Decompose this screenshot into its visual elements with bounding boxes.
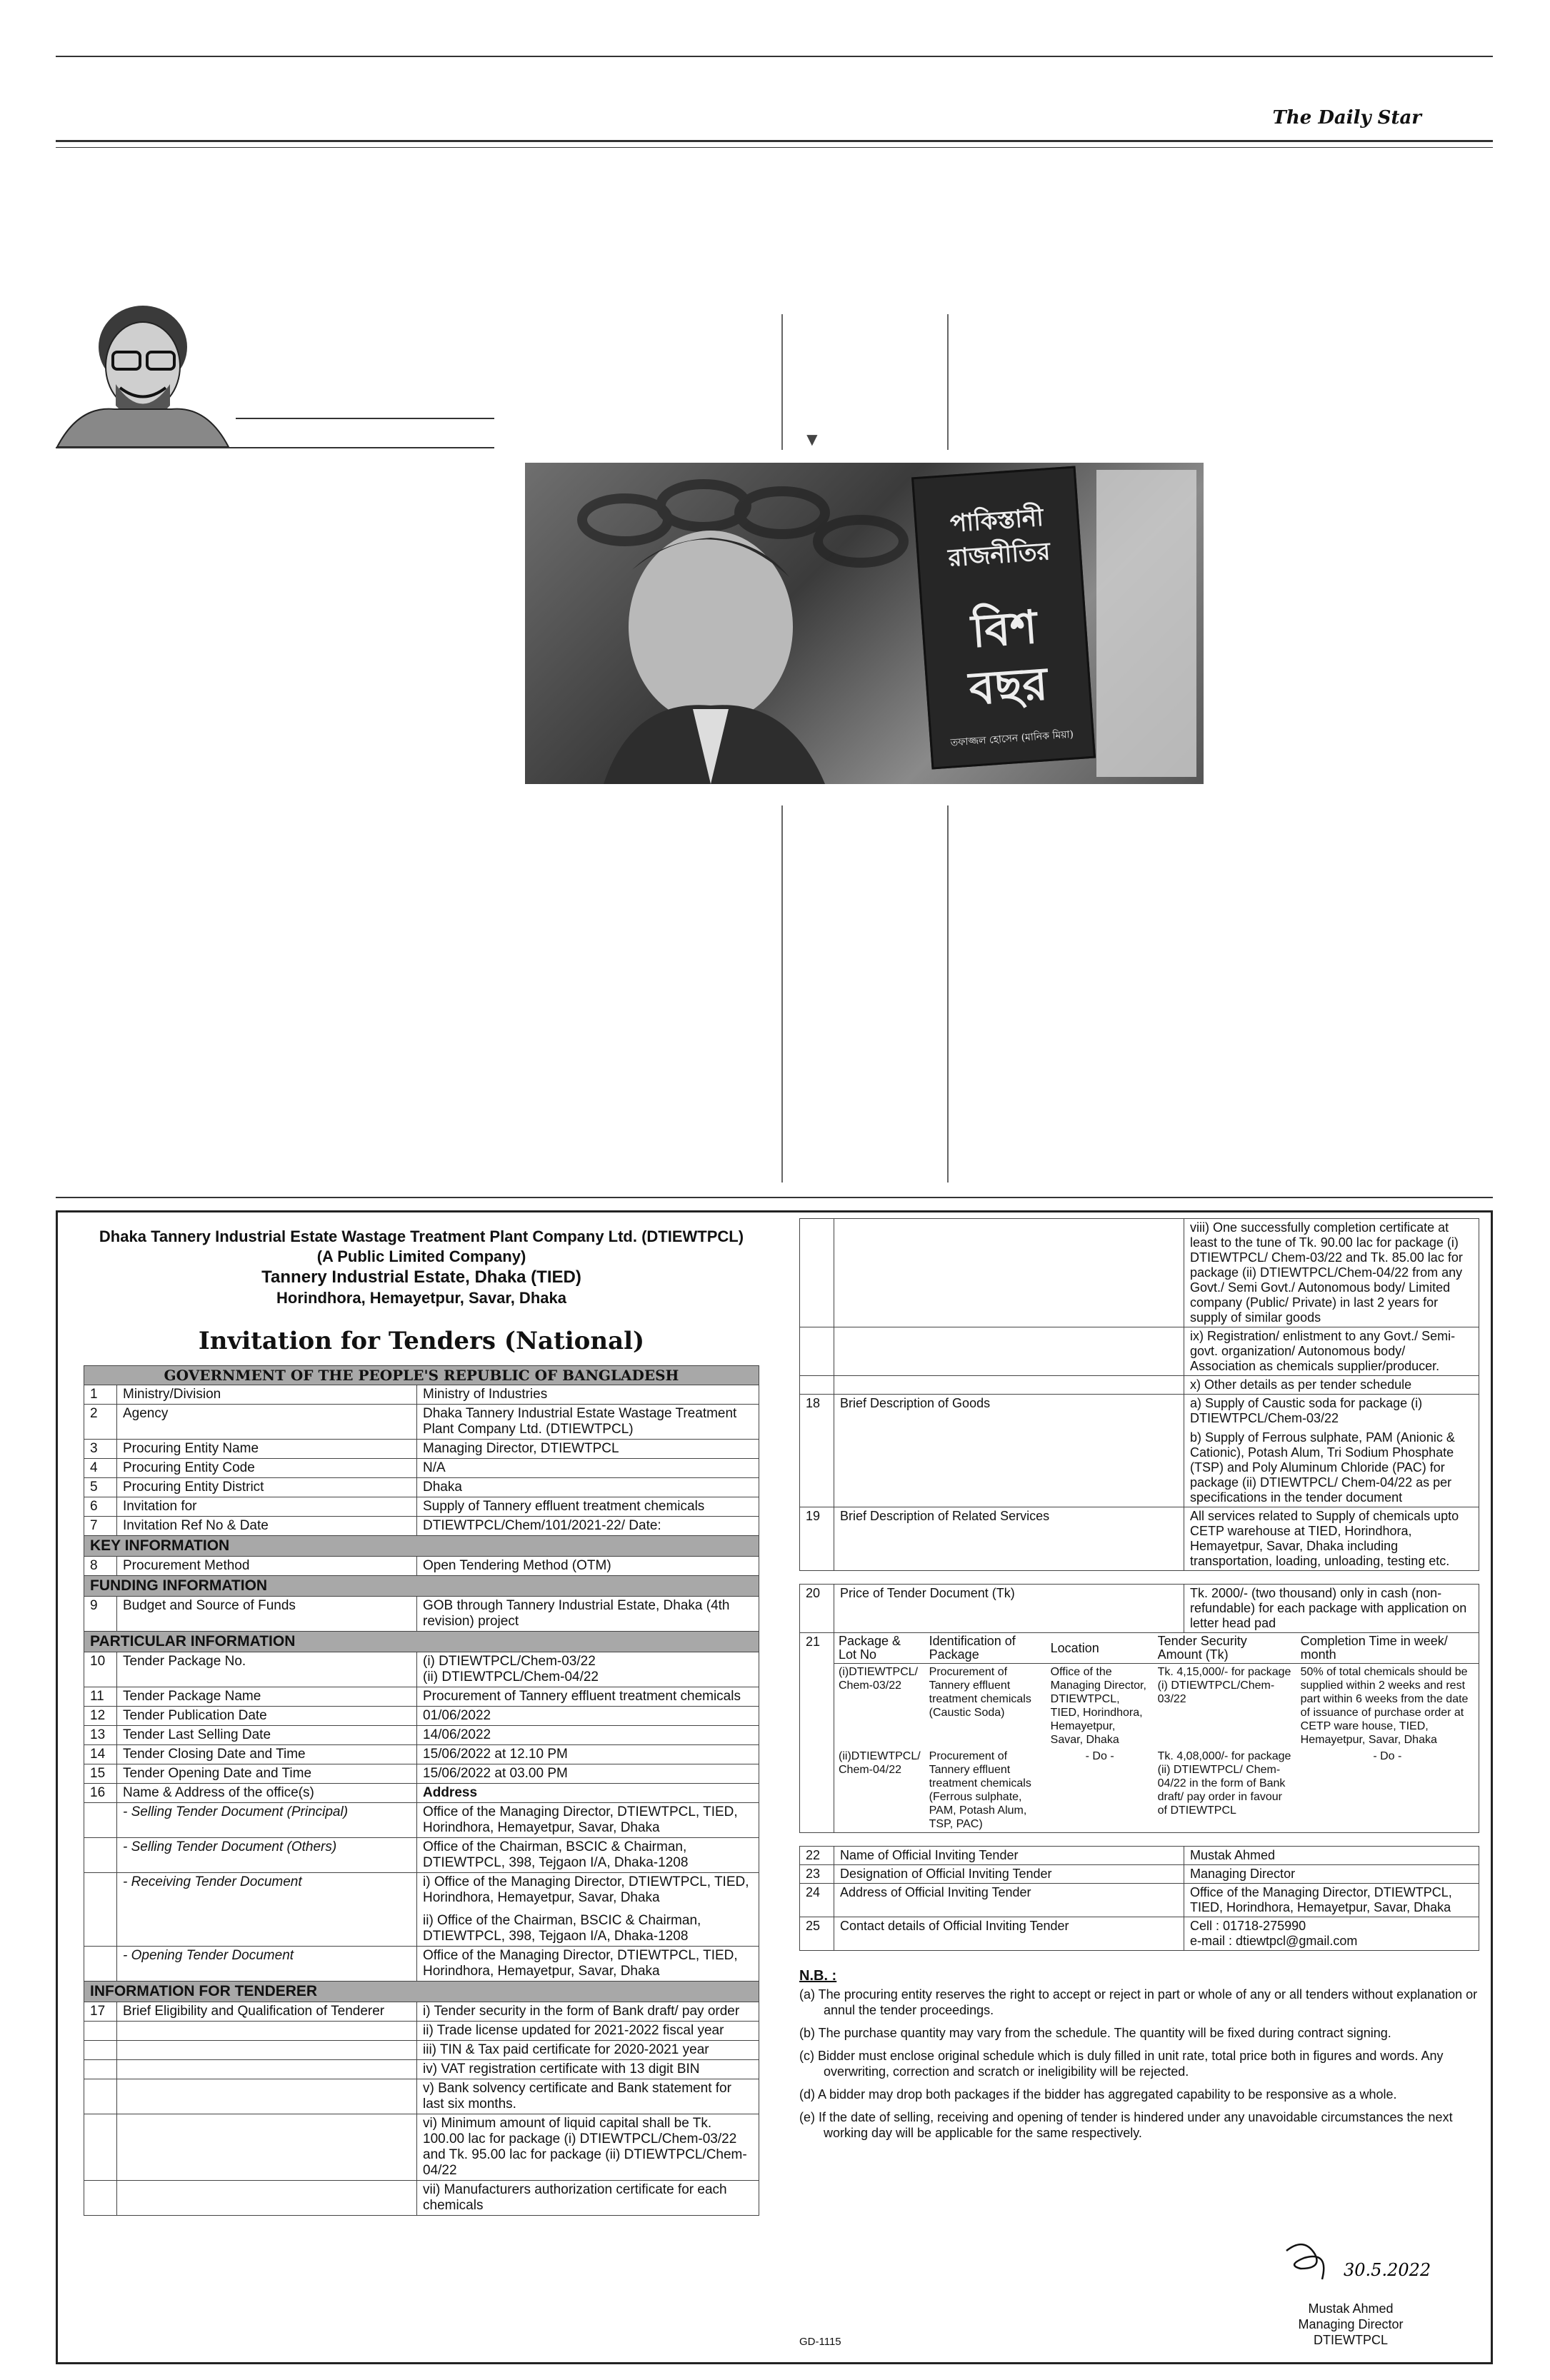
columnist-rule-2 (56, 447, 494, 448)
section-heading: INFORMATION FOR TENDERER (84, 1982, 759, 2002)
signatory-org: DTIEWTPCL (1313, 2333, 1388, 2347)
section-heading: FUNDING INFORMATION (84, 1576, 759, 1597)
tender-table-continued (799, 1584, 1479, 1833)
column-divider (947, 805, 949, 1183)
down-arrow-icon: ▼ (803, 428, 821, 450)
tender-title: Invitation for Tenders (National) (198, 1327, 645, 1355)
table-row: 2 Agency Dhaka Tannery Industrial Estate Wastage Treatment Plant Company Ltd. (DTIEWTPCL) (84, 1405, 759, 1440)
estate-name: Tannery Industrial Estate, Dhaka (TIED) (261, 1267, 581, 1287)
tender-table-continued (799, 1846, 1479, 1951)
table-row: (i)DTIEWTPCL/ Chem-03/22 Procurement of Tannery effluent treatment chemicals (Caustic Soda) Office of the Managing Director, DTIEWTPCL, TIED, Horindhora, Hemayetpur, Savar, Dhaka Tk. 4,15,000/- for package (i) DTIEWTPCL/Chem-03/22 50% of total chemicals should be supplied within 2 weeks and rest part within 6 weeks from the date of issuance of purchase order at CETP ware house, TIED, Hemayetpur, Savar, Dhaka (839, 1666, 1469, 1746)
package-table: Package & Lot No Identification of Package Location Tender Security Amount (Tk) Completion Time in week/ month (i)DTIEWTPCL/ Chem-03/22 Procurement of Tannery effluent treatment chemicals (Caustic Soda) Office of the Managing Director, DTIEWTPCL, TIED, Horindhora, Hemayetpur, Savar, Dhaka Tk. 4,15,000/- for package (i) DTIEWTPCL/Chem-03/22 50% of total chemicals should be supplied within 2 weeks and rest part within 6 weeks from the date of issuance of purchase order at CETP ware house, TIED, Hemayetpur, Savar, Dhaka (ii)DTIEWTPCL/ Chem-04/22 Procurement of Tannery effluent treatment chemicals (Ferrous sulphate, PAM, Potash Alum, TSP, PAC) - Do - Tk. 4,08,000/- for package (ii) DTIEWTPCL/ Chem-04/22 in the form of Bank draft/ pay order in favour of DTIEWTPCL - Do - (834, 1633, 1479, 1832)
columnist-rule (236, 418, 494, 419)
book-cover (911, 466, 1096, 769)
signatory-title: Managing Director (1298, 2317, 1404, 2331)
table-row: 8 Procurement Method Open Tendering Method (OTM) (84, 1557, 759, 1576)
notes-section (799, 1968, 1479, 2141)
section-rule (56, 1197, 1493, 1198)
note-item: (d) A bidder may drop both packages if the bidder has aggregated capability to be responsive as a whole. (799, 2087, 1397, 2102)
table-row: - Receiving Tender Document i) Office of the Managing Director, DTIEWTPCL, TIED, Horindhora, Hemayetpur, Savar, Dhaka ii) Office of the Chairman, BSCIC & Chairman, DTIEWTPCL, 398, Tejgaon I/A, Dhaka-1208 (84, 1873, 759, 1947)
company-name: Dhaka Tannery Industrial Estate Wastage Treatment Plant Company Ltd. (DTIEWTPCL) (99, 1227, 744, 1245)
table-row: 24 Address of Official Inviting Tender Office of the Managing Director, DTIEWTPCL, TIED, Horindhora, Hemayetpur, Savar, Dhaka (800, 1884, 1479, 1917)
table-row: 5 Procuring Entity District Dhaka (84, 1478, 759, 1497)
book-title-line: বছর (967, 657, 1050, 716)
column-divider (947, 314, 949, 450)
table-row: 1 Ministry/Division Ministry of Industries (84, 1385, 759, 1405)
table-row: 4 Procuring Entity Code N/A (84, 1459, 759, 1478)
tender-right-column (794, 1212, 1494, 2362)
tender-table-continued (799, 1218, 1479, 1571)
table-row: 13 Tender Last Selling Date 14/06/2022 (84, 1726, 759, 1745)
company-type: (A Public Limited Company) (316, 1247, 526, 1265)
note-item: (c) Bidder must enclose original schedule which is duly filled in unit rate, total price both in figures and words. Any overwriting, correction and scratch or ineligibility will be rejected. (799, 2049, 1444, 2079)
book-title-line: পাকিস্তানী (949, 503, 1045, 538)
book-title-line: বিশ (969, 600, 1039, 659)
signatory-name: Mustak Ahmed (1308, 2301, 1394, 2316)
table-row: 18 Brief Description of Goods a) Supply of Caustic soda for package (i) DTIEWTPCL/Chem-03/22 b) Supply of Ferrous sulphate, PAM (Anionic & Cationic), Potash Alum, Tri Sodium Phosphate (TSP) and Poly Aluminum Chloride (PAC) for package (ii) DTIEWTPCL/ Chem-04/22 as per specifications in the tender document (800, 1395, 1479, 1507)
note-item: (e) If the date of selling, receiving and opening of tender is hindered under any unavoidable circumstances the next working day will be applicable for the same respectively. (799, 2110, 1453, 2140)
table-row: 25 Contact details of Official Inviting Tender Cell : 01718-275990 e-mail : dtiewtpcl@gmail.com (800, 1917, 1479, 1951)
table-row: 22 Name of Official Inviting Tender Mustak Ahmed (800, 1847, 1479, 1865)
table-row: - Selling Tender Document (Others) Office of the Chairman, BSCIC & Chairman, DTIEWTPCL, 398, Tejgaon I/A, Dhaka-1208 (84, 1838, 759, 1873)
column-divider (781, 805, 783, 1183)
table-row: viii) One successfully completion certificate at least to the tune of Tk. 90.00 lac for package (i) DTIEWTPCL/ Chem-03/22 and Tk. 85.00 lac for package (ii) DTIEWTPCL/Chem-04/22 from any Govt./ Semi Govt./ Autonomous body/ Limited company (Public/ Private) in last 2 years for supply of similar goods (800, 1219, 1479, 1327)
book-author: তফাজ্জল হোসেন (মানিক মিয়া) (950, 728, 1074, 749)
signature-block (1236, 2236, 1465, 2348)
book-title-line: রাজনীতির (947, 537, 1051, 573)
notes-title: N.B. : (799, 1968, 837, 1984)
note-item: (a) The procuring entity reserves the right to accept or reject in part or whole of any or all tenders without explanation or annul the tender proceedings. (799, 1987, 1478, 2017)
table-row: ii) Trade license updated for 2021-2022 fiscal year (84, 2022, 759, 2041)
estate-address: Horindhora, Hemayetpur, Savar, Dhaka (276, 1289, 566, 1307)
section-heading: KEY INFORMATION (84, 1536, 759, 1557)
table-row: 17 Brief Eligibility and Qualification of Tenderer i) Tender security in the form of Bank draft/ pay order (84, 2002, 759, 2022)
gd-number: GD-1115 (799, 2336, 841, 2348)
table-row: 12 Tender Publication Date 01/06/2022 (84, 1707, 759, 1726)
note-item: (b) The purchase quantity may vary from the schedule. The quantity will be fixed during contract signing. (799, 2026, 1391, 2040)
table-row: 7 Invitation Ref No & Date DTIEWTPCL/Chem/101/2021-22/ Date: (84, 1517, 759, 1536)
table-row: 14 Tender Closing Date and Time 15/06/2022 at 12.10 PM (84, 1745, 759, 1764)
tender-notice (56, 1210, 1493, 2364)
table-row: 21 Package & Lot No Identification of Package Location Tender Security Amount (Tk) Completion Time in week/ month (i)DTIEWTPCL/ Chem-03/22 Procurement of Tannery effluent treatment chemicals (Caustic Soda) Office of the Managing Director, DTIEWTPCL, TIED, Horindhora, Hemayetpur, Savar, Dhaka Tk. 4,15,000/- for package (i) DTIEWTPCL/Chem-03/22 50% of total chemicals should be supplied within 2 weeks and rest part within 6 weeks from the date of issuance of purchase order at CETP ware house, TIED, Hemayetpur, Savar, Dhaka (ii)DTIEWTPCL/ Chem-04/22 Procurement of Tannery effluent treatment chemicals (Ferrous sulphate, PAM, Potash Alum, TSP, PAC) - Do - Tk. 4,08,000/- for package (ii) DTIEWTPCL/ Chem-04/22 in the form of Bank draft/ pay order in favour of DTIEWTPCL - Do - (800, 1633, 1479, 1833)
tender-left-column (58, 1212, 772, 2362)
table-row: 19 Brief Description of Related Services All services related to Supply of chemicals upto CETP warehouse at TIED, Horindhora, Hemayetpur, Savar, Dhaka including transportation, loading, unloading, testing etc. (800, 1507, 1479, 1571)
signature-scrawl (1236, 2236, 1465, 2301)
table-row: 16 Name & Address of the office(s) Address (84, 1784, 759, 1803)
table-row: iii) TIN & Tax paid certificate for 2020-2021 year (84, 2041, 759, 2060)
table-row: (ii)DTIEWTPCL/ Chem-04/22 Procurement of Tannery effluent treatment chemicals (Ferrous sulphate, PAM, Potash Alum, TSP, PAC) - Do - Tk. 4,08,000/- for package (ii) DTIEWTPCL/ Chem-04/22 in the form of Bank draft/ pay order in favour of DTIEWTPCL - Do - (839, 1750, 1402, 1830)
table-row: vi) Minimum amount of liquid capital shall be Tk. 100.00 lac for package (i) DTIEWTPCL/Chem-03/22 and Tk. 95.00 lac for package (ii) DTIEWTPCL/Chem-04/22 (84, 2114, 759, 2181)
table-row: - Opening Tender Document Office of the Managing Director, DTIEWTPCL, TIED, Horindhora, Hemayetpur, Savar, Dhaka (84, 1947, 759, 1982)
top-rule (56, 56, 1493, 57)
table-row: 15 Tender Opening Date and Time 15/06/2022 at 03.00 PM (84, 1764, 759, 1784)
table-row: 3 Procuring Entity Name Managing Director, DTIEWTPCL (84, 1440, 759, 1459)
table-row: 10 Tender Package No. (i) DTIEWTPCL/Chem-03/22 (ii) DTIEWTPCL/Chem-04/22 (84, 1652, 759, 1687)
section-heading: PARTICULAR INFORMATION (84, 1632, 759, 1652)
table-row: - Selling Tender Document (Principal) Office of the Managing Director, DTIEWTPCL, TIED, Horindhora, Hemayetpur, Savar, Dhaka (84, 1803, 759, 1838)
masthead-rule-thin (56, 147, 1493, 148)
tender-table (84, 1365, 759, 2216)
feature-image (525, 463, 1204, 784)
masthead-logo: The Daily Star (1272, 107, 1421, 129)
table-row: ix) Registration/ enlistment to any Govt./ Semi-govt. organization/ Autonomous body/ Association as chemicals supplier/producer. (800, 1327, 1479, 1376)
table-row: v) Bank solvency certificate and Bank statement for last six months. (84, 2079, 759, 2114)
table-row: vii) Manufacturers authorization certificate for each chemicals (84, 2181, 759, 2216)
table-row: 23 Designation of Official Inviting Tender Managing Director (800, 1865, 1479, 1884)
column-divider (781, 314, 783, 450)
table-row: 11 Tender Package Name Procurement of Tannery effluent treatment chemicals (84, 1687, 759, 1707)
table-row: 9 Budget and Source of Funds GOB through Tannery Industrial Estate, Dhaka (4th revision) project (84, 1597, 759, 1632)
table-row: 6 Invitation for Supply of Tannery effluent treatment chemicals (84, 1497, 759, 1517)
columnist-portrait (50, 291, 236, 447)
signature-date: 30.5.2022 (1344, 2260, 1431, 2280)
govt-heading: GOVERNMENT OF THE PEOPLE'S REPUBLIC OF BANGLADESH (84, 1366, 759, 1385)
table-row: iv) VAT registration certificate with 13 digit BIN (84, 2060, 759, 2079)
masthead-rule (56, 140, 1493, 142)
table-row: x) Other details as per tender schedule (800, 1376, 1479, 1395)
table-row: 20 Price of Tender Document (Tk) Tk. 2000/- (two thousand) only in cash (non-refundable) for each package with application on letter head pad (800, 1585, 1479, 1633)
